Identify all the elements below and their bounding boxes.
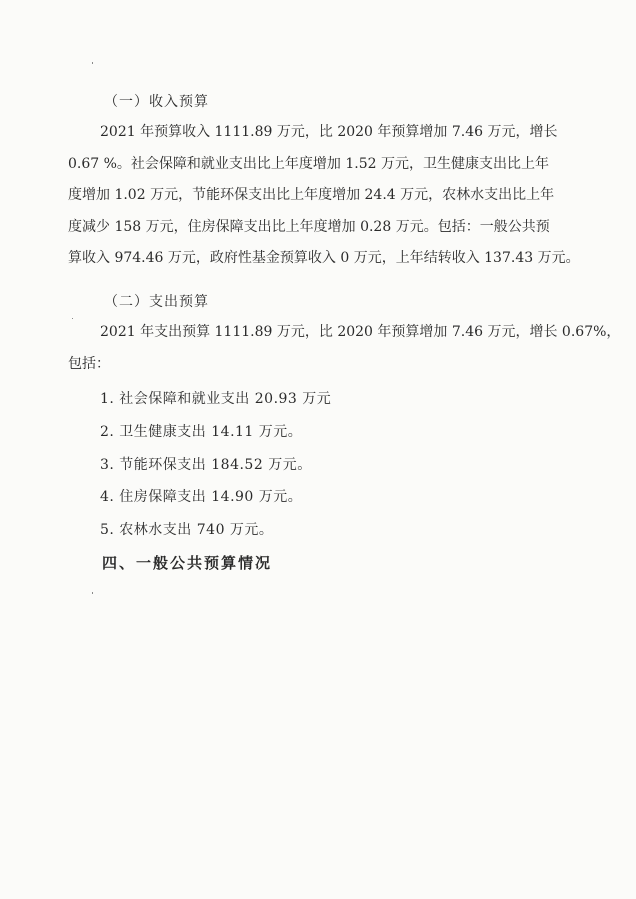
income-paragraph [68,117,588,275]
income-line-5: 算收入 974.46 万元，政府性基金预算收入 0 万元，上年结转收入 137.43 万元。 [68,250,580,266]
expense-heading: （二）支出预算 [104,294,209,310]
income-line-2: 0.67 %。社会保障和就业支出比上年度增加 1.52 万元，卫生健康支出比上年 [68,155,549,172]
expense-paragraph [68,317,621,380]
income-line-1: 2021 年预算收入 1111.89 万元，比 2020 年预算增加 7.46 万元，增长 [100,124,558,140]
income-line-4: 度减少 158 万元，住房保障支出比上年度增加 0.28 万元。包括：一般公共预 [68,218,550,235]
expense-item-2: 2. 卫生健康支出 14.11 万元。 [100,424,303,440]
expense-item-1: 1. 社会保障和就业支出 20.93 万元 [100,391,332,407]
section-4-heading: 四、一般公共预算情况 [102,554,273,572]
expense-item-3: 3. 节能环保支出 184.52 万元。 [100,457,312,473]
scan-speck [92,592,93,594]
expense-line-1: 2021 年支出预算 1111.89 万元，比 2020 年预算增加 7.46 万元，增长 0.67%， [100,324,621,340]
expense-item-4: 4. 住房保障支出 14.90 万元。 [100,489,303,505]
income-heading: （一）收入预算 [104,94,209,110]
scan-speck [72,318,73,319]
scan-speck [92,62,93,64]
expense-item-5: 5. 农林水支出 740 万元。 [100,522,274,538]
income-line-3: 度增加 1.02 万元，节能环保支出比上年度增加 24.4 万元，农林水支出比上年 [68,187,555,203]
expense-line-2: 包括： [68,355,110,372]
